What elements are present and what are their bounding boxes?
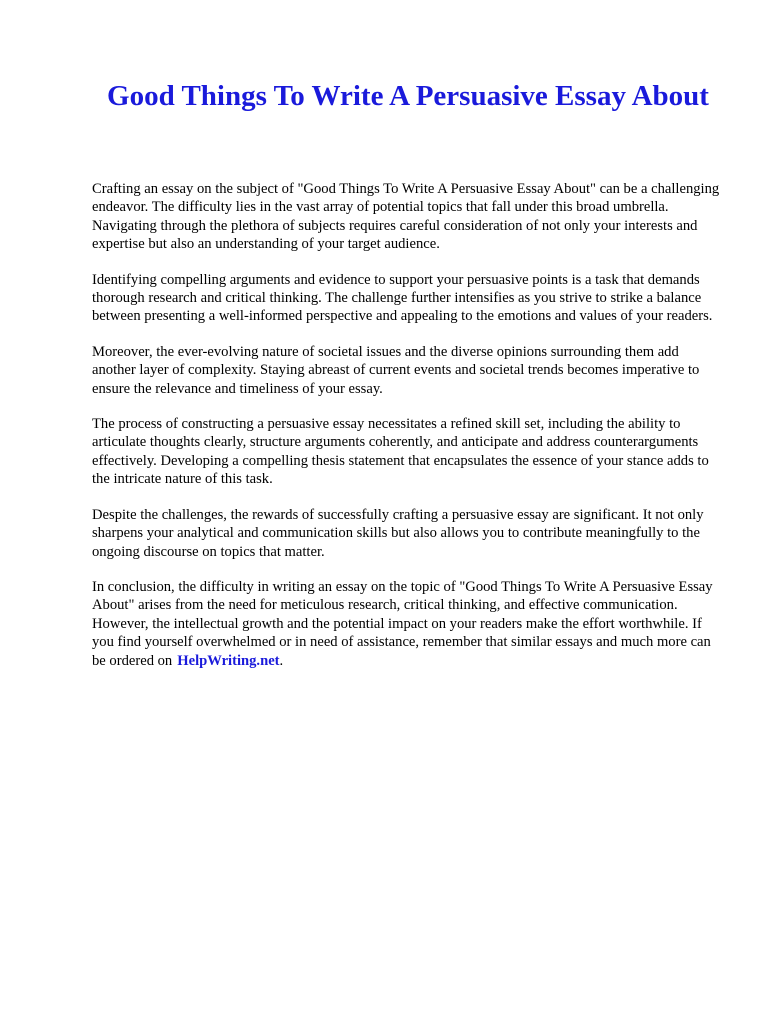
paragraph-intro: Crafting an essay on the subject of "Good Things To Write A Persuasive Essay About" can be a challenging endeavor. The difficulty lies in the vast array of potential topics that fall under this broad umbrella. Navigating through the plethora of subjects requires careful consideration of not only your interests and expertise but also an understanding of your target audience. xyxy=(92,181,720,253)
conclusion-text: In conclusion, the difficulty in writing an essay on the topic of "Good Things To Write A Persuasive Essay About" arises from the need for meticulous research, critical thinking, and effective communication. However, the intellectual growth and the potential impact on your readers make the effort worthwhile. If you find yourself overwhelmed or in need of assistance, remember that similar essays and much more can be ordered on xyxy=(92,578,713,669)
helpwriting-link[interactable]: HelpWriting.net xyxy=(177,652,280,669)
paragraph-arguments: Identifying compelling arguments and evidence to support your persuasive points is a task that demands thorough research and critical thinking. The challenge further intensifies as you strive to strike a balance between presenting a well-informed perspective and appealing to the emotions and values of your readers. xyxy=(92,271,713,325)
paragraph-rewards: Despite the challenges, the rewards of successfully crafting a persuasive essay are significant. It not only sharpens your analytical and communication skills but also allows you to contribute meaningfully to the ongoing discourse on topics that matter. xyxy=(92,506,704,560)
paragraph-process: The process of constructing a persuasive essay necessitates a refined skill set, including the ability to articulate thoughts clearly, structure arguments coherently, and anticipate and address counterarguments effectively. Developing a compelling thesis statement that encapsulates the essence of your stance adds to the intricate nature of this task. xyxy=(92,416,709,488)
conclusion-period: . xyxy=(279,652,284,669)
paragraph-conclusion xyxy=(92,578,726,670)
paragraph-complexity: Moreover, the ever-evolving nature of societal issues and the diverse opinions surrounding them add another layer of complexity. Staying abreast of current events and societal trends becomes imperative to ensure the relevance and timeliness of your essay. xyxy=(92,343,700,397)
document-body xyxy=(92,180,726,687)
document-title: Good Things To Write A Persuasive Essay About xyxy=(107,80,709,112)
